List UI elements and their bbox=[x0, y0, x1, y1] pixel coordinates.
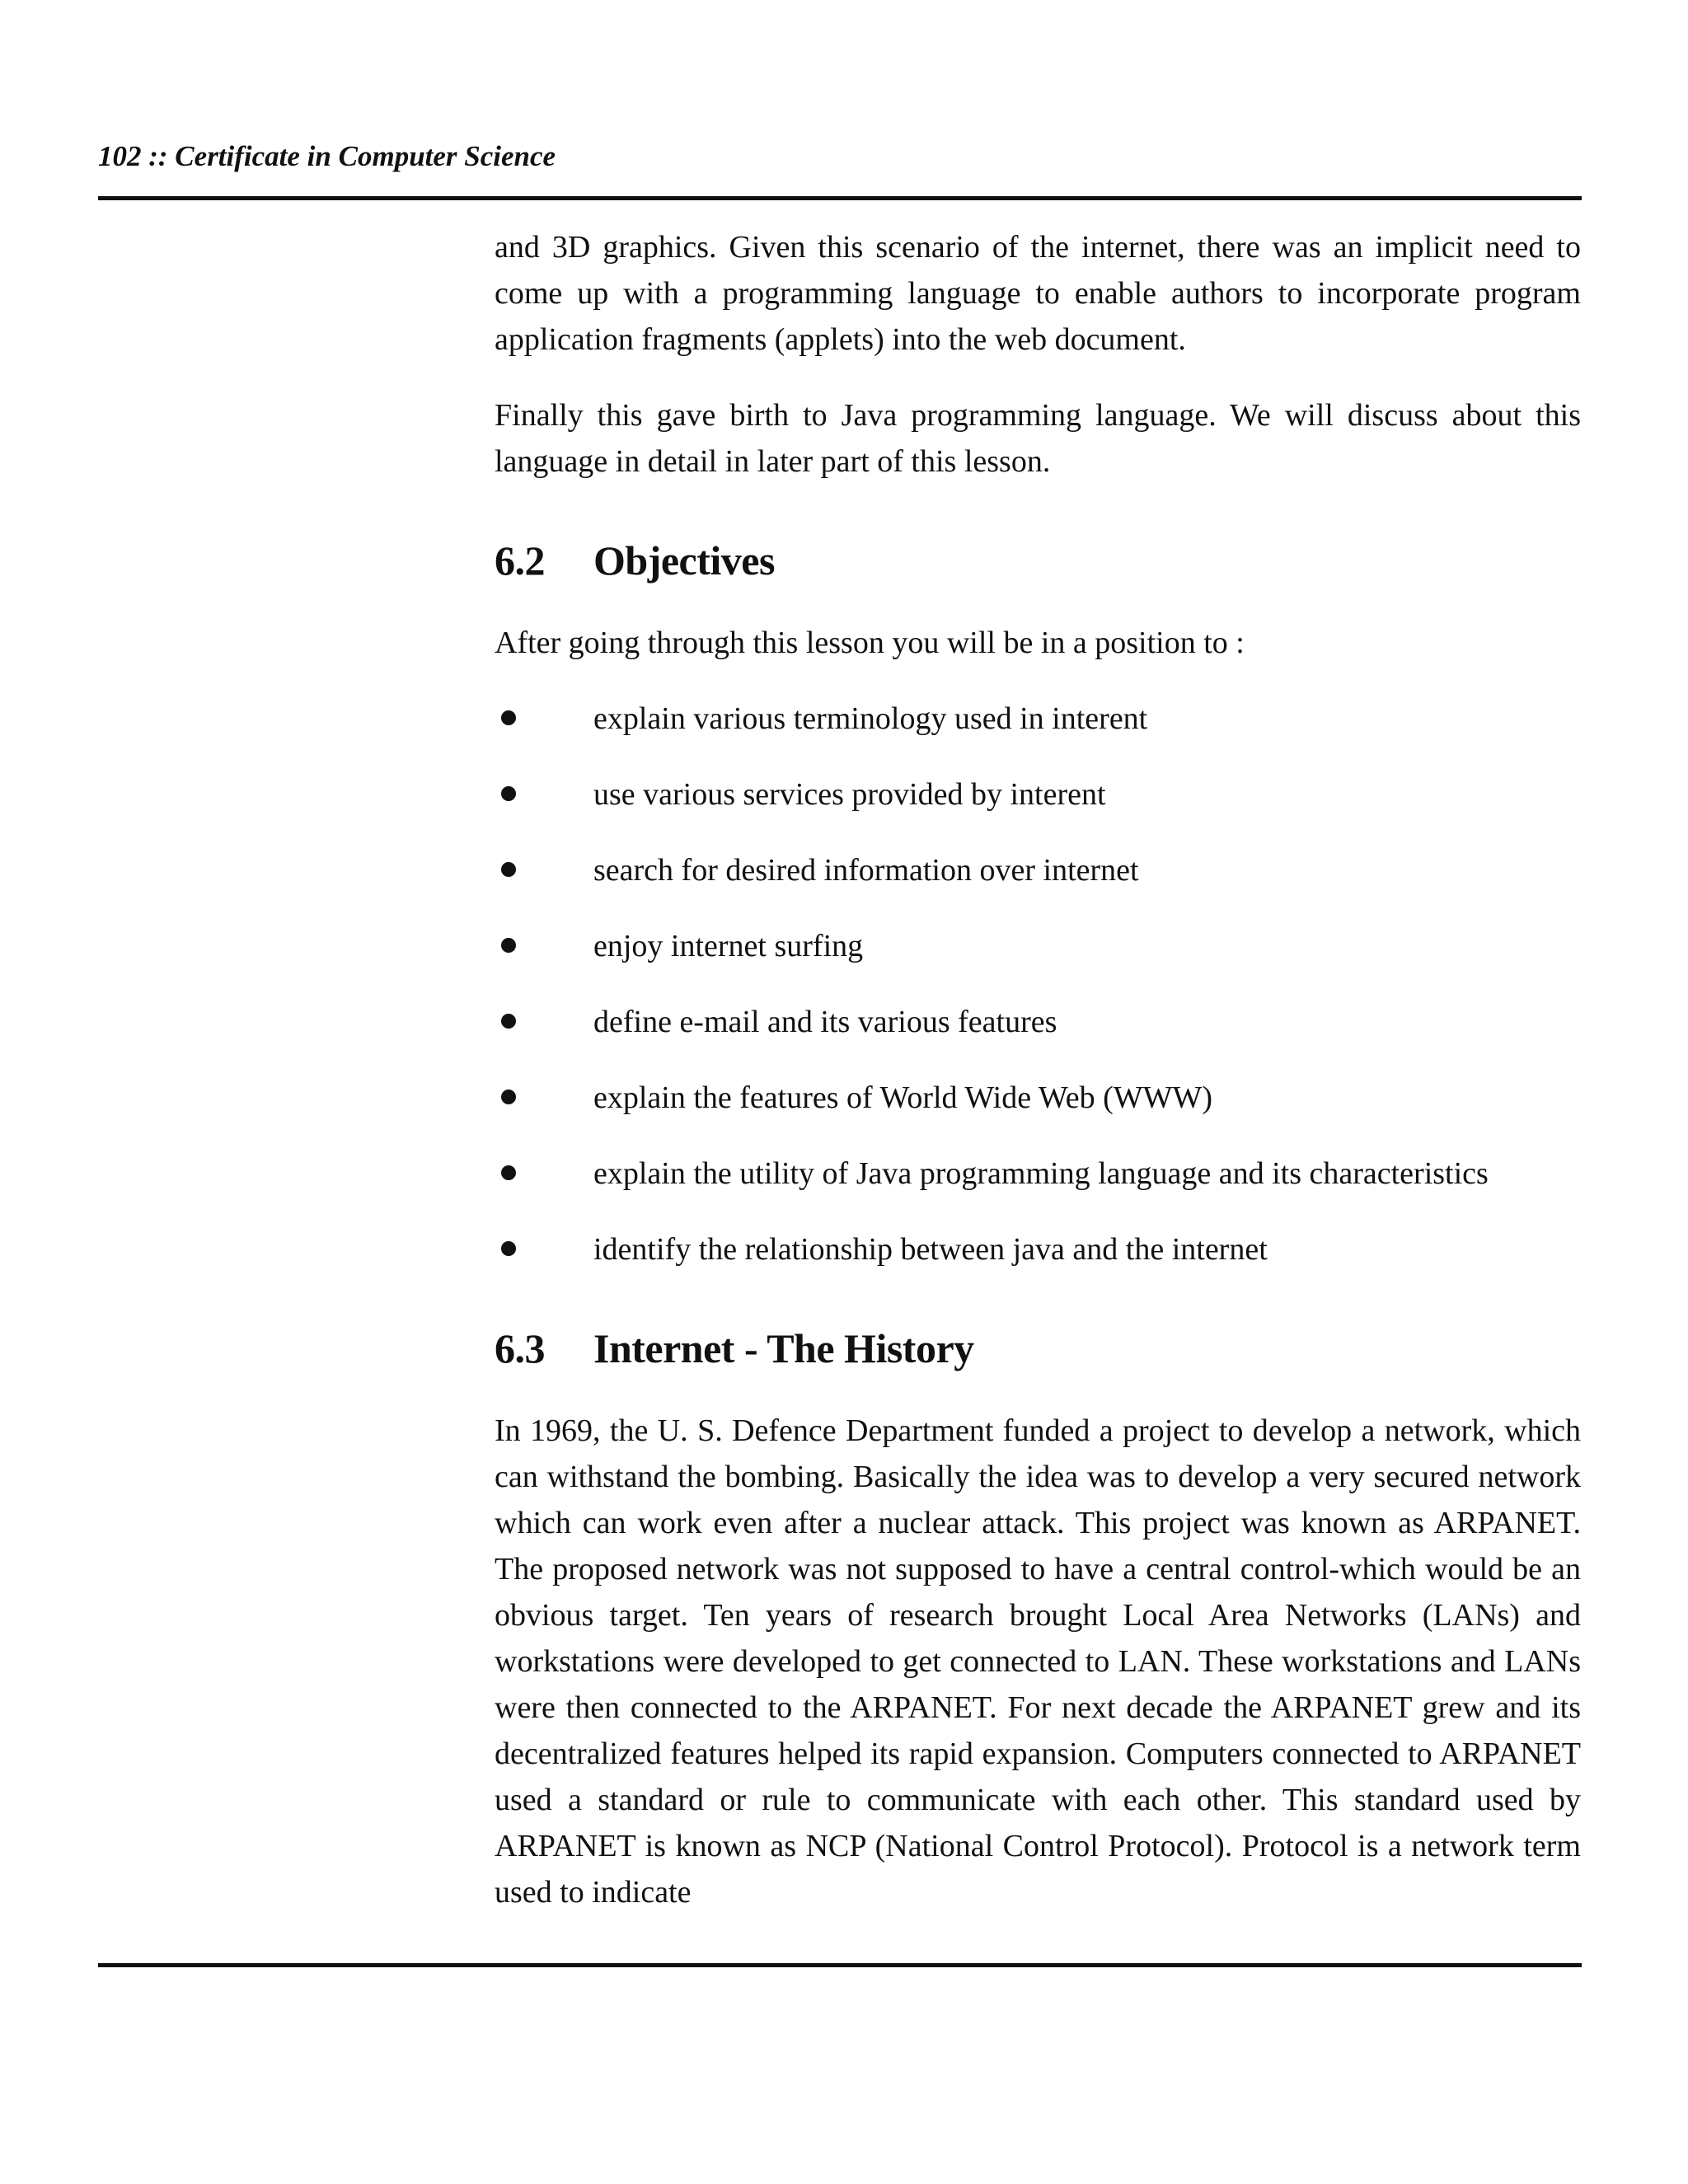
list-item bbox=[495, 696, 1581, 742]
list-item bbox=[495, 999, 1581, 1045]
list-item bbox=[495, 847, 1581, 893]
list-item-text: use various services provided by interent bbox=[593, 777, 1106, 812]
java-paragraph: Finally this gave birth to Java programming language. We will discuss about this language in detail in later part of this lesson. bbox=[495, 398, 1581, 479]
list-item bbox=[495, 1075, 1581, 1121]
list-item-text: explain various terminology used in interent bbox=[593, 701, 1148, 736]
objectives-section-title: Objectives bbox=[593, 537, 775, 583]
list-item-text: search for desired information over internet bbox=[593, 853, 1139, 888]
objectives-section-number: 6.2 bbox=[495, 537, 545, 583]
running-head: 102 :: Certificate in Computer Science bbox=[98, 140, 556, 172]
list-item-text: explain the utility of Java programming language and its characteristics bbox=[593, 1156, 1489, 1191]
list-item bbox=[495, 1151, 1581, 1197]
list-item-text: explain the features of World Wide Web (WWW) bbox=[593, 1080, 1213, 1115]
history-section-title: Internet - The History bbox=[593, 1325, 974, 1371]
page-body bbox=[495, 224, 1581, 1915]
list-item-text: define e-mail and its various features bbox=[593, 1005, 1057, 1039]
list-item bbox=[495, 923, 1581, 969]
footer-rule bbox=[98, 1963, 1582, 1967]
intro-paragraph: and 3D graphics. Given this scenario of the internet, there was an implicit need to come up with a programming language to enable authors to incorporate program application fragments (applets) into the web document. bbox=[495, 230, 1581, 357]
objectives-heading bbox=[495, 537, 1581, 583]
history-paragraph: In 1969, the U. S. Defence Department funded a project to develop a network, which can withstand the bombing. Basically the idea was to develop a very secured network which can work even after a nuclear attack. This project was known as ARPANET. The proposed network was not supposed to have a central control-which would be an obvious target. Ten years of research brought Local Area Networks (LANs) and workstations were developed to get connected to LAN. These workstations and LANs were then connected to the ARPANET. For next decade the ARPANET grew and its decentralized features helped its rapid expansion. Computers connected to ARPANET used a standard or rule to communicate with each other. This standard used by ARPANET is known as NCP (National Control Protocol). Protocol is a network term used to indicate bbox=[495, 1413, 1581, 1910]
list-item bbox=[495, 771, 1581, 818]
list-item bbox=[495, 1226, 1581, 1272]
history-heading bbox=[495, 1325, 1581, 1371]
objectives-list bbox=[495, 696, 1581, 1272]
objectives-lead: After going through this lesson you will be in a position to : bbox=[495, 626, 1245, 660]
header-rule bbox=[98, 196, 1582, 200]
history-section-number: 6.3 bbox=[495, 1325, 545, 1371]
list-item-text: enjoy internet surfing bbox=[593, 929, 864, 963]
list-item-text: identify the relationship between java and the internet bbox=[593, 1232, 1268, 1267]
